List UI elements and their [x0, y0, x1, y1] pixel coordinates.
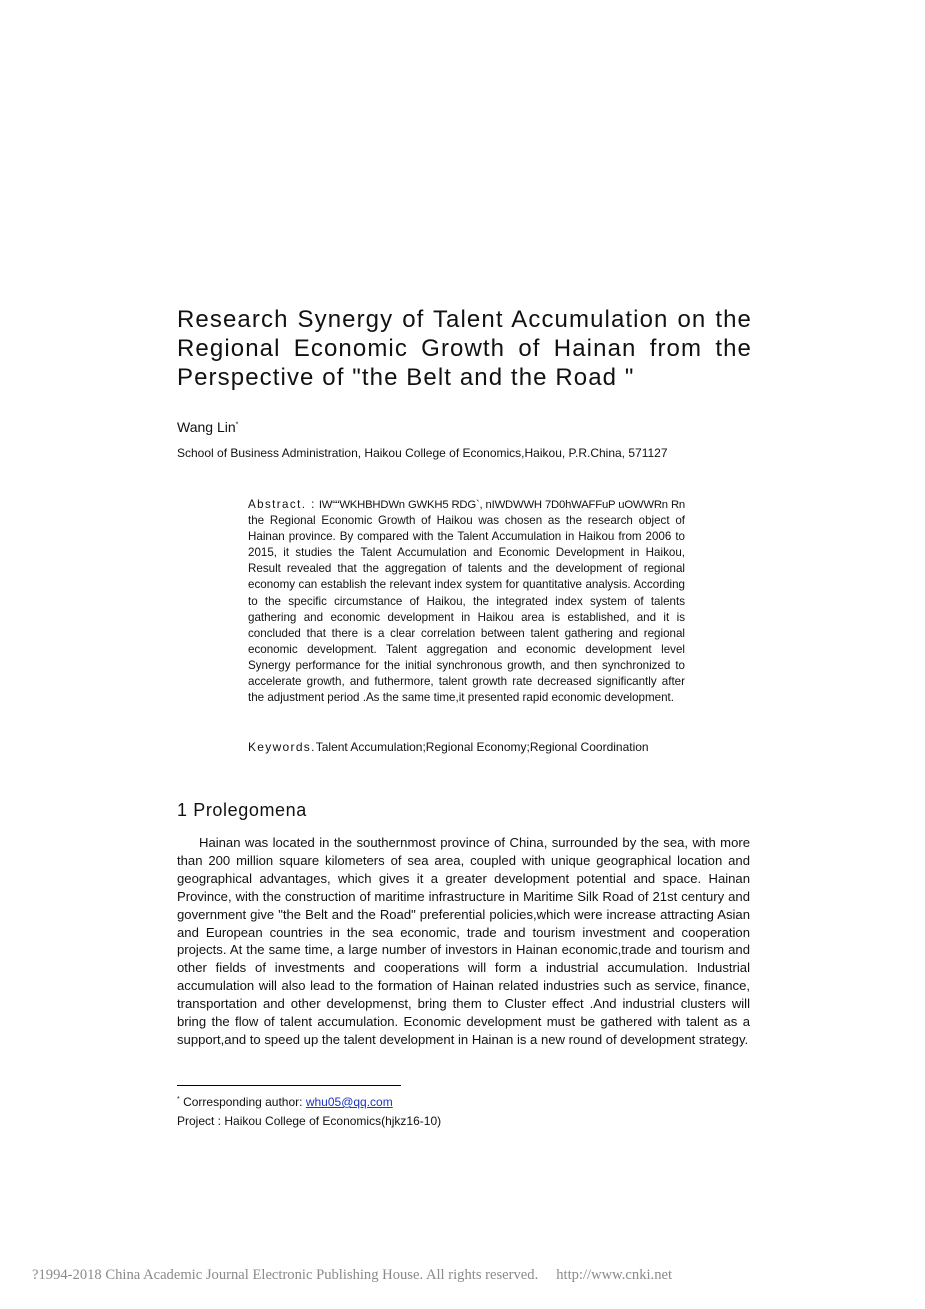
abstract-text: the Regional Economic Growth of Haikou was chosen as the research object of Hainan province. By compared with the Talent Accumulation in Haikou from 2006 to 2015, it studies the Talent Accumulation and Economic Development in Haikou, Result revealed that the aggregation of talents and the development of regional economy can establish the relevant index system for quantitative analysis. According to the specific circumstance of Haikou, the integrated index system of talents gathering and economic development in Haikou area is established, and it is concluded that there is a clear correlation between talent gathering and regional economic development. Talent aggregation and economic development level Synergy performance for the initial synchronous growth, and then synchronized to accelerate growth, and futhermore, talent growth rate decreased significantly after the adjustment period .As the same time,it presented rapid economic development.	[248, 514, 685, 705]
footnote-project: Project : Haikou College of Economics(hjkz16-10)	[177, 1114, 442, 1128]
corresponding-label: Corresponding author:	[183, 1095, 306, 1109]
paper-title: Research Synergy of Talent Accumulation on the Regional Economic Growth of Hainan from the Perspective of "the Belt and the Road "	[177, 306, 752, 391]
footnote-divider	[177, 1085, 401, 1086]
email-link[interactable]: whu05@qq.com	[305, 1095, 393, 1109]
author-name-text: Wang Lin	[177, 419, 236, 435]
author-name	[177, 418, 238, 436]
abstract	[248, 497, 685, 706]
keywords-label: Keywords.	[248, 740, 316, 754]
section-paragraph: Hainan was located in the southernmost province of China, surrounded by the sea, with more than 200 million square kilometers of sea area, coupled with unique geographical location and geographical advantages, which gives it a greater development potential and space. Hainan Province, with the construction of maritime infrastructure in Maritime Silk Road of 21st century and government give "the Belt and the Road" preferential policies,which were increase attracting Asian and European countries in the sea economic, trade and tourism investment and cooperation projects. At the same time, a large number of investors in Hainan economic,trade and tourism and other fields of investments and cooperations will form a industrial accumulation. Industrial accumulation will also lead to the formation of Hainan related industries such as service, finance, transportation and other developmenst, bring them to Cluster effect .And industrial clusters will bring the flow of talent accumulation. Economic development must be gathered with talent as a support,and to speed up the talent development in Hainan is a new round of development strategy.	[177, 835, 750, 1047]
footer-url[interactable]: http://www.cnki.net	[556, 1267, 673, 1283]
keywords-text: Talent Accumulation;Regional Economy;Regional Coordination	[315, 740, 649, 754]
footnote-mark: *	[177, 1096, 180, 1103]
copyright-text: ?1994-2018 China Academic Journal Electronic Publishing House. All rights reserved.	[32, 1267, 539, 1283]
author-affiliation: School of Business Administration, Haikou College of Economics,Haikou, P.R.China, 571127	[177, 446, 668, 460]
abstract-label: Abstract. :	[248, 498, 316, 511]
corresponding-mark: *	[235, 421, 239, 429]
section-heading: 1 Prolegomena	[177, 800, 307, 820]
copyright-footer	[32, 1266, 762, 1284]
keywords	[248, 739, 688, 755]
footnote-corresponding	[177, 1094, 393, 1110]
abstract-garbled-line: IW““WKHBHDWn GWKH5 RDG`, nIWDWWH 7D0hWAFFuP uOWWRn Rn	[315, 499, 685, 511]
